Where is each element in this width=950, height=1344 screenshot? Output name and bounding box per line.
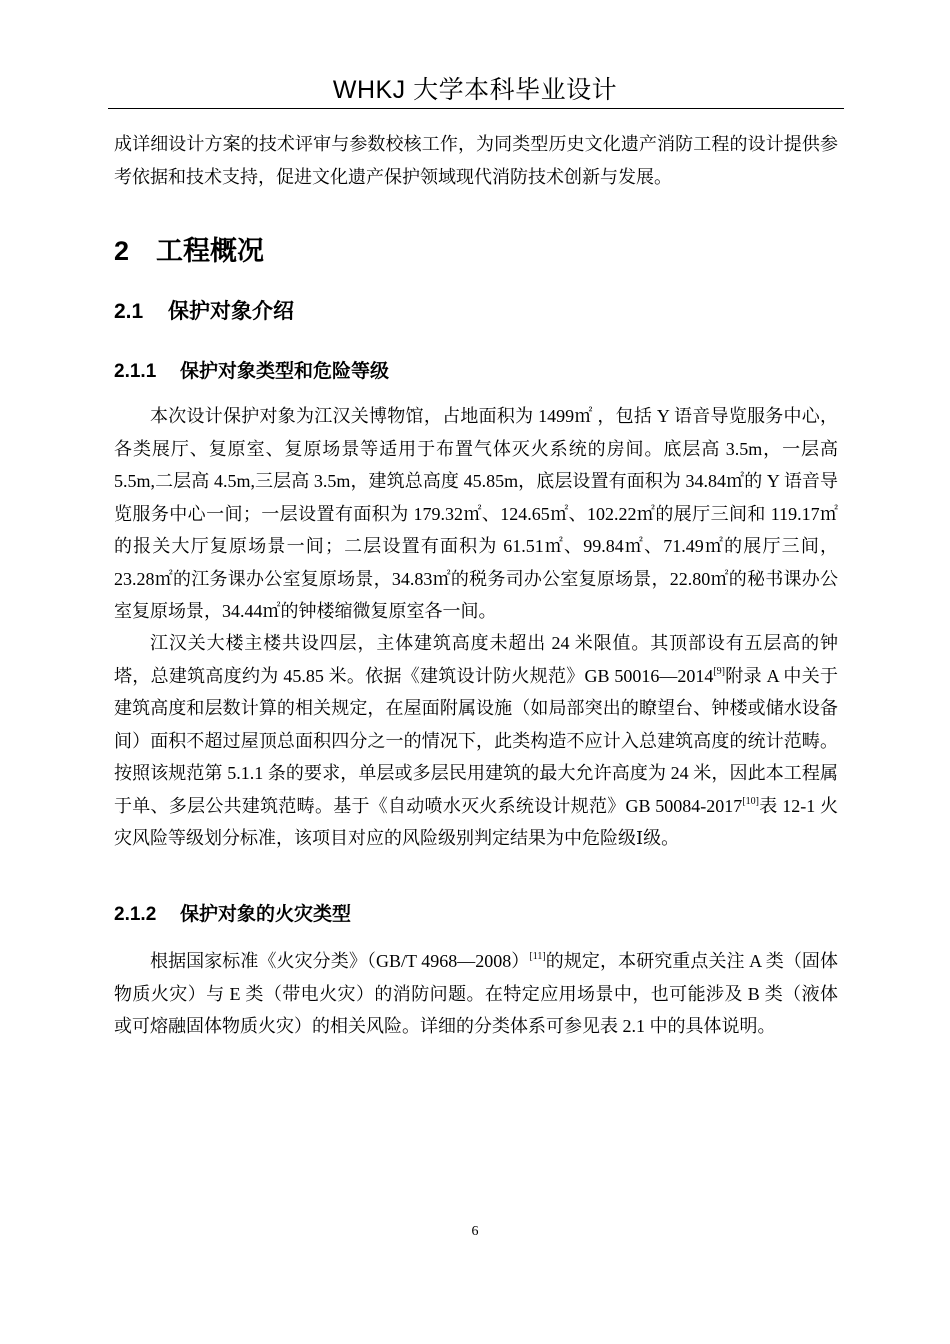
subsection-number: 2.1.2 xyxy=(114,904,157,925)
intro-paragraph: 成详细设计方案的技术评审与参数校核工作，为同类型历史文化遗产消防工程的设计提供参考依据和技术支持，促进文化遗产保护领域现代消防技术创新与发展。 xyxy=(114,134,838,187)
section-number: 2.1 xyxy=(114,300,144,323)
citation: [11] xyxy=(529,951,546,962)
chapter-number: 2 xyxy=(114,236,130,266)
header-rule xyxy=(108,108,844,109)
paragraph-text: 根据国家标准《火灾分类》（GB/T 4968—2008） xyxy=(150,951,530,971)
paragraph-text: 表 12-1 火灾风险等级划分标准，该项目对应的风险级别判定结果为中危险级Ⅰ级。 xyxy=(114,795,839,848)
paragraph-text: 附录 A 中关于建筑高度和层数计算的相关规定，在屋面附属设施（如局部突出的瞭望台、钟楼或储水设备间）面积不超过屋顶总面积四分之一的情况下，此类构造不应计入总建筑高度的统计范畴。按照该规范第 5.1.1 条的要求，单层或多层民用建筑的最大允许高度为 24 米，因此本工程属于单、多层公共建筑范畴。基于《自动喷水灭火系统设计规范》GB 50084-2017 xyxy=(114,665,838,816)
body-paragraph xyxy=(114,627,838,855)
subsection-title: 保护对象的火灾类型 xyxy=(180,904,352,925)
paragraph-text: 江汉关大楼主楼共设四层，主体建筑高度未超出 24 米限值。其顶部设有五层高的钟塔，总建筑高度约为 45.85 米。依据《建筑设计防火规范》GB 50016—2014 xyxy=(114,633,838,686)
body-paragraph: 本次设计保护对象为江汉关博物馆，占地面积为 1499㎡ ，包括 Y 语音导览服务中心，各类展厅、复原室、复原场景等适用于布置气体灭火系统的房间。底层高 3.5m，一层高 5.5m,二层高 4.5m,三层高 3.5m，建筑总高度 45.85m，底层设置有面积为 34.84㎡的 Y 语音导览服务中心一间；一层设置有面积为 179.32㎡、124.65㎡、102.22㎡的展厅三间和 119.17㎡的报关大厅复原场景一间；二层设置有面积为 61.51㎡、99.84㎡、71.49㎡的展厅三间，23.28㎡的江务课办公室复原场景，34.83㎡的税务司办公室复原场景，22.80㎡的秘书课办公室复原场景，34.44㎡的钟楼缩微复原室各一间。 xyxy=(114,406,838,621)
chapter-heading xyxy=(114,233,264,269)
body-paragraph xyxy=(114,945,838,1043)
subsection-heading xyxy=(114,901,351,929)
subsection-title: 保护对象类型和危险等级 xyxy=(180,361,390,382)
running-header-title: WHKJ 大学本科毕业设计 xyxy=(332,76,618,104)
page-number: 6 xyxy=(471,1224,479,1239)
citation: [9] xyxy=(713,665,725,677)
section-heading xyxy=(114,297,294,327)
subsection-number: 2.1.1 xyxy=(114,361,157,382)
chapter-title: 工程概况 xyxy=(156,236,264,266)
section-title: 保护对象介绍 xyxy=(168,300,294,323)
citation: [10] xyxy=(742,795,759,807)
subsection-heading xyxy=(114,358,389,386)
paragraph-text: 的规定，本研究重点关注 A 类（固体物质火灾）与 E 类（带电火灾）的消防问题。在特定应用场景中，也可能涉及 B 类（液体或可熔融固体物质火灾）的相关风险。详细的分类体系可参见表 2.1 中的具体说明。 xyxy=(114,951,838,1036)
